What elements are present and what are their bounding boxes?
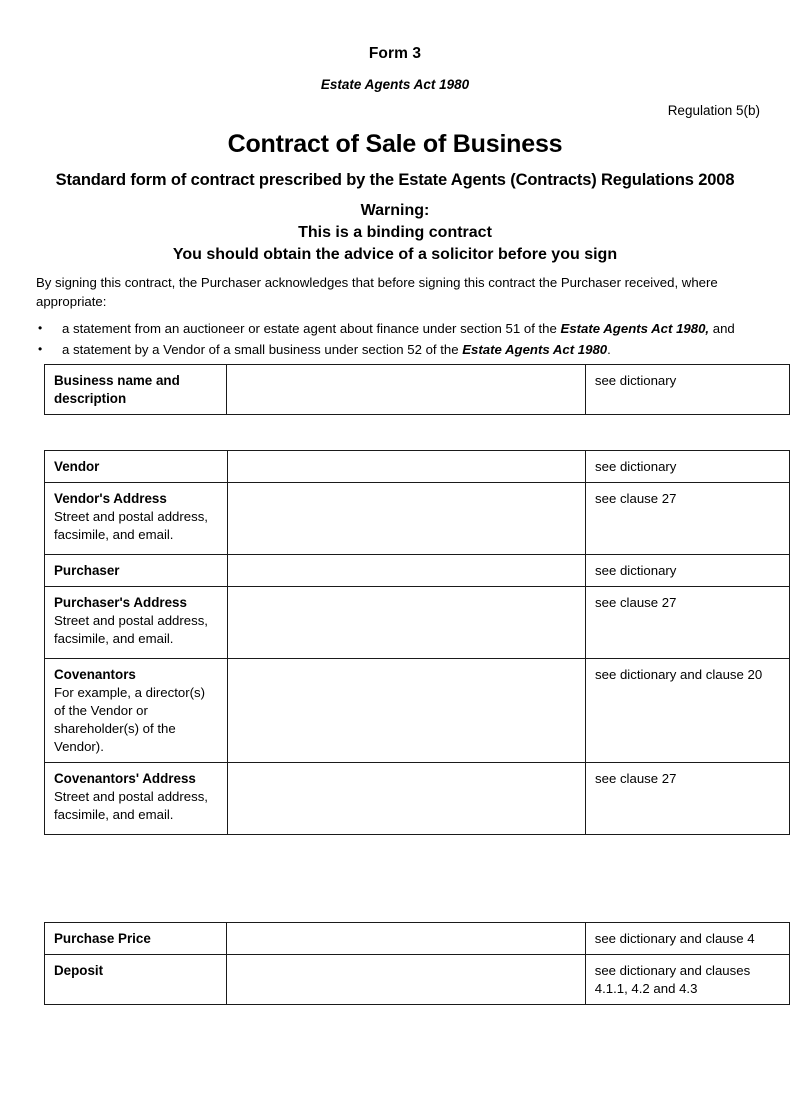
row-entry-purchase-price[interactable]	[226, 923, 585, 955]
table-row	[45, 955, 790, 1005]
row-label-subtext: Street and postal address, facsimile, and email.	[54, 613, 208, 646]
row-reference-purchasers-address	[586, 587, 790, 659]
row-entry-vendor[interactable]	[227, 451, 585, 483]
reference-text: see clause 27	[595, 491, 677, 506]
list-item	[36, 340, 748, 359]
page-title: Contract of Sale of Business	[227, 130, 563, 158]
list-item-emphasis: Estate Agents Act 1980	[462, 342, 608, 357]
reference-text: see dictionary and clauses 4.1.1, 4.2 and 4.3	[594, 963, 751, 996]
warning-line-2: You should obtain the advice of a solicitor before you sign	[172, 246, 618, 263]
row-entry-covenantors[interactable]	[227, 659, 585, 763]
row-reference-vendor	[586, 451, 790, 483]
parties-details-table	[44, 450, 790, 835]
row-reference-purchaser	[586, 555, 790, 587]
table-row	[45, 451, 790, 483]
reference-text: see dictionary	[594, 373, 677, 388]
bullet-icon: •	[38, 342, 43, 356]
list-item-text-before: a statement by a Vendor of a small business under section 52 of the	[62, 342, 463, 357]
table-row	[45, 555, 790, 587]
row-label-vendors-address	[45, 483, 228, 555]
row-label-purchase-price	[45, 923, 227, 955]
row-label-business-name	[45, 365, 227, 415]
reference-text: see clause 27	[595, 595, 677, 610]
warning-line-1: This is a binding contract	[298, 224, 492, 241]
row-label-subtext: Street and postal address, facsimile, and email.	[54, 509, 208, 542]
business-details-table	[44, 364, 790, 415]
table-row	[45, 483, 790, 555]
row-label-text: Purchaser	[54, 563, 120, 578]
row-label-purchasers-address	[45, 587, 228, 659]
bullet-icon: •	[38, 321, 43, 335]
row-label-line-2: description	[54, 391, 127, 406]
price-details-table	[44, 922, 790, 1005]
warning-label: Warning:	[360, 202, 430, 219]
row-label-deposit	[45, 955, 227, 1005]
row-reference-deposit	[585, 955, 789, 1005]
row-entry-purchasers-address[interactable]	[227, 587, 585, 659]
form-number: Form 3	[368, 45, 422, 62]
row-label-text: Deposit	[54, 963, 104, 978]
acknowledgement-list	[36, 319, 748, 361]
table-row	[45, 365, 790, 415]
list-item-text-before: a statement from an auctioneer or estate agent about finance under section 51 of the	[62, 321, 561, 336]
reference-text: see dictionary	[595, 563, 677, 578]
row-label-purchaser	[45, 555, 228, 587]
intro-paragraph: By signing this contract, the Purchaser acknowledges that before signing this contract the Purchaser received, where appropriate:	[36, 275, 718, 309]
row-label-text: Covenantors' Address	[54, 771, 196, 786]
row-entry-covenantors-address[interactable]	[227, 763, 585, 835]
regulation-reference: Regulation 5(b)	[667, 103, 760, 118]
row-label-line-1: Business name and	[54, 373, 180, 388]
row-label-text: Vendor	[54, 459, 100, 474]
row-label-text: Vendor's Address	[54, 491, 167, 506]
row-reference-vendors-address	[586, 483, 790, 555]
row-label-text: Purchase Price	[54, 931, 151, 946]
warning-block	[0, 200, 790, 266]
act-reference: Estate Agents Act 1980	[320, 77, 470, 92]
table-row	[45, 659, 790, 763]
table-row	[45, 763, 790, 835]
row-entry-deposit[interactable]	[226, 955, 585, 1005]
reference-text: see clause 27	[595, 771, 677, 786]
document-subtitle: Standard form of contract prescribed by the Estate Agents (Contracts) Regulations 2008	[55, 171, 735, 189]
list-item-emphasis: Estate Agents Act 1980,	[560, 321, 710, 336]
row-reference-business-name	[585, 365, 789, 415]
row-reference-covenantors	[586, 659, 790, 763]
row-label-covenantors	[45, 659, 228, 763]
row-label-vendor	[45, 451, 228, 483]
row-label-text: Covenantors	[54, 667, 136, 682]
reference-text: see dictionary and clause 20	[595, 667, 763, 682]
list-item-text-after: and	[709, 321, 735, 336]
row-label-subtext: Street and postal address, facsimile, and email.	[54, 789, 208, 822]
list-item	[36, 319, 748, 338]
table-row	[45, 587, 790, 659]
row-reference-covenantors-address	[586, 763, 790, 835]
list-item-text-after: .	[607, 342, 611, 357]
table-row	[45, 923, 790, 955]
row-entry-business-name[interactable]	[227, 365, 586, 415]
row-label-text: Purchaser's Address	[54, 595, 187, 610]
row-label-subtext: For example, a director(s) of the Vendor or shareholder(s) of the Vendor).	[54, 685, 205, 754]
row-entry-purchaser[interactable]	[227, 555, 585, 587]
reference-text: see dictionary	[595, 459, 677, 474]
reference-text: see dictionary and clause 4	[594, 931, 755, 946]
row-entry-vendors-address[interactable]	[227, 483, 585, 555]
row-reference-purchase-price	[585, 923, 789, 955]
row-label-covenantors-address	[45, 763, 228, 835]
